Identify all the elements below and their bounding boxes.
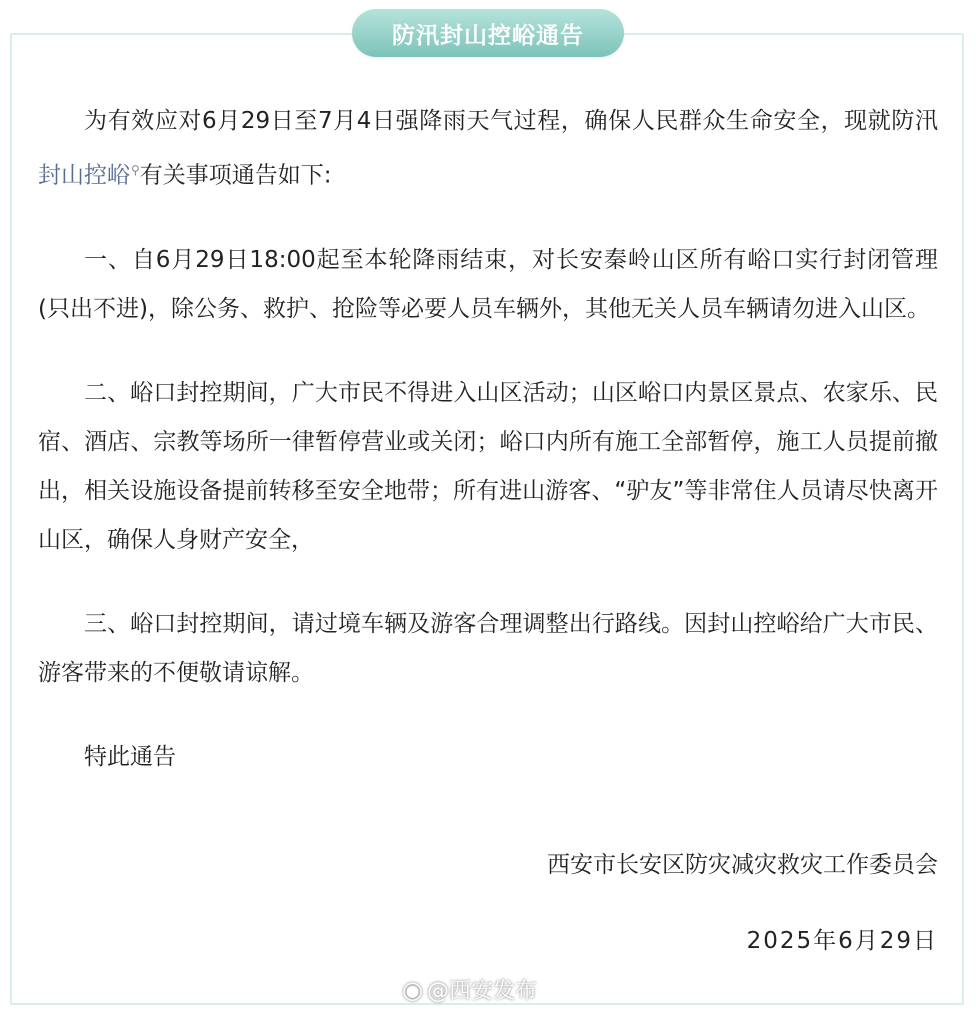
closing-text: 特此通告 <box>84 743 176 770</box>
intro-text-end: 有关事项通告如下: <box>139 162 332 189</box>
search-icon[interactable]: ⚲ <box>131 163 140 177</box>
paragraph-3: 三、峪口封控期间，请过境车辆及游客合理调整出行路线。因封山控峪给广大市民、游客带来的不便敬请谅解。 <box>38 610 938 686</box>
intro-paragraph <box>38 97 938 201</box>
watermark-text: @西安发布 <box>426 979 537 1004</box>
notice-body <box>38 97 938 817</box>
signature: 西安市长安区防灾减灾救灾工作委员会 <box>547 852 938 878</box>
notice-title: 防汛封山控峪通告 <box>352 9 624 57</box>
intro-text: 为有效应对6月29日至7月4日强降雨天气过程，确保人民群众生命安全，现就防汛 <box>84 108 938 134</box>
weibo-logo-icon: ◉ <box>402 975 423 1004</box>
paragraph-2: 二、峪口封控期间，广大市民不得进入山区活动；山区峪口内景区景点、农家乐、民宿、酒店、宗教等场所一律暂停营业或关闭；峪口内所有施工全部暂停，施工人员提前撤出，相关设施设备提前转移至安全地带；所有进山游客、“驴友”等非常住人员请尽快离开山区，确保人身财产安全， <box>38 379 938 553</box>
topic-link[interactable]: 封山控峪 <box>38 162 130 189</box>
date: 2025年6月29日 <box>746 928 938 954</box>
watermark <box>402 974 537 1005</box>
paragraph-1: 一、自6月29日18:00起至本轮降雨结束，对长安秦岭山区所有峪口实行封闭管理(只出不进)，除公务、救护、抢险等必要人员车辆外，其他无关人员车辆请勿进入山区。 <box>38 246 938 322</box>
